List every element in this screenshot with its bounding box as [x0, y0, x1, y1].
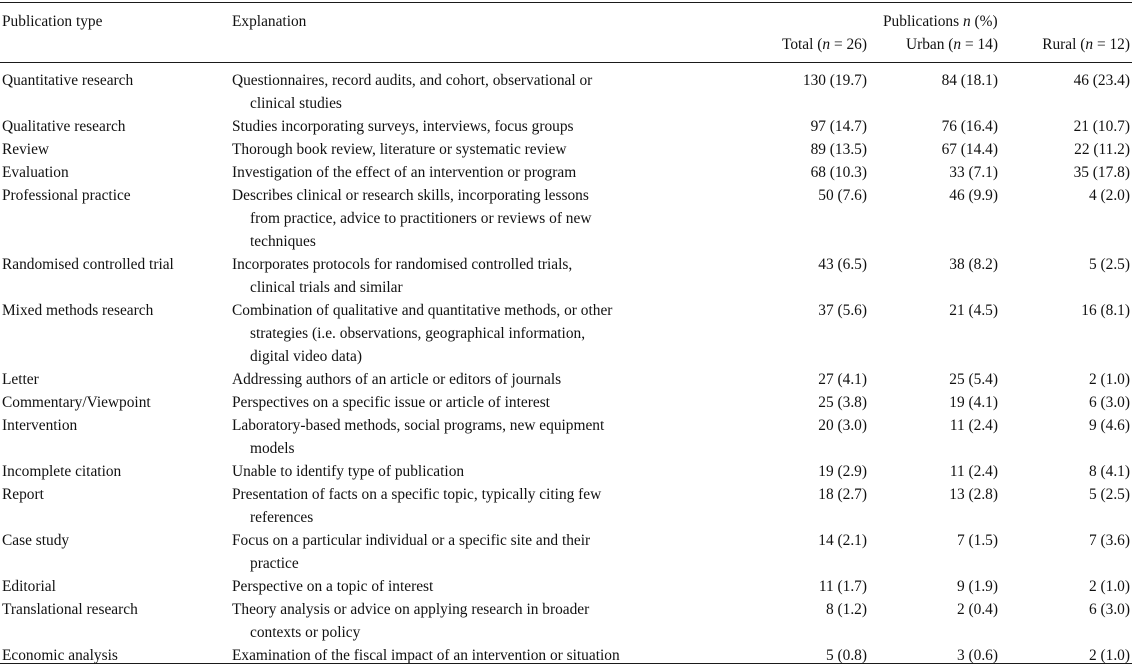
total-cell: 97 (14.7)	[810, 118, 867, 135]
explanation-line: Investigation of the effect of an intervention or program	[232, 164, 577, 181]
group-n: n	[962, 13, 971, 30]
top-rule	[0, 2, 1132, 3]
explanation-line: Presentation of facts on a specific topic, typically citing few	[232, 486, 602, 503]
publication-type-cell: Intervention	[2, 417, 78, 434]
rural-cell: 8 (4.1)	[1088, 463, 1130, 480]
rural-cell: 6 (3.0)	[1088, 601, 1130, 618]
explanation-line: techniques	[250, 233, 316, 250]
rural-label: Rural (	[1042, 36, 1086, 53]
total-cell: 18 (2.7)	[818, 486, 867, 503]
publication-type-cell: Case study	[2, 532, 70, 549]
total-cell: 11 (1.7)	[818, 578, 867, 595]
explanation-line: models	[250, 440, 295, 457]
publication-type-cell: Randomised controlled trial	[2, 256, 174, 273]
urban-n: n	[953, 36, 962, 53]
header-publication-type: Publication type	[2, 13, 103, 30]
publication-type-cell: Report	[2, 486, 44, 503]
header-total	[782, 33, 867, 56]
urban-cell: 84 (18.1)	[941, 72, 998, 89]
urban-cell: 11 (2.4)	[949, 417, 998, 434]
explanation-line: references	[250, 509, 314, 526]
publication-type-cell: Mixed methods research	[2, 302, 154, 319]
rural-cell: 5 (2.5)	[1088, 256, 1130, 273]
publication-type-cell: Translational research	[2, 601, 138, 618]
group-pct: (%)	[974, 13, 998, 30]
urban-cell: 13 (2.8)	[949, 486, 998, 503]
explanation-line: Thorough book review, literature or systematic review	[232, 141, 567, 158]
explanation-line: Questionnaires, record audits, and cohort, observational or	[232, 72, 593, 89]
total-cell: 37 (5.6)	[818, 302, 867, 319]
rural-cell: 9 (4.6)	[1088, 417, 1130, 434]
rural-cell: 6 (3.0)	[1088, 394, 1130, 411]
total-n: n	[822, 36, 831, 53]
explanation-line: Theory analysis or advice on applying research in broader	[232, 601, 590, 618]
urban-cell: 3 (0.6)	[956, 647, 998, 664]
total-cell: 8 (1.2)	[825, 601, 867, 618]
publication-type-cell: Qualitative research	[2, 118, 126, 135]
total-cell: 19 (2.9)	[818, 463, 867, 480]
urban-cell: 38 (8.2)	[949, 256, 998, 273]
urban-cell: 9 (1.9)	[956, 578, 998, 595]
explanation-line: digital video data)	[250, 348, 362, 365]
rural-cell: 46 (23.4)	[1073, 72, 1130, 89]
total-label: Total (	[782, 36, 823, 53]
total-eq: = 26)	[830, 36, 867, 53]
explanation-line: Laboratory-based methods, social programs, new equipment	[232, 417, 605, 434]
publication-type-cell: Evaluation	[2, 164, 69, 181]
rural-cell: 4 (2.0)	[1088, 187, 1130, 204]
header-publications-group	[883, 10, 998, 33]
publication-type-cell: Quantitative research	[2, 72, 134, 89]
explanation-line: Perspectives on a specific issue or article of interest	[232, 394, 550, 411]
rural-n: n	[1085, 36, 1094, 53]
urban-cell: 67 (14.4)	[941, 141, 998, 158]
publication-type-cell: Commentary/Viewpoint	[2, 394, 151, 411]
explanation-line: strategies (i.e. observations, geographical information,	[250, 325, 586, 342]
explanation-line: contexts or policy	[250, 624, 361, 641]
urban-cell: 76 (16.4)	[941, 118, 998, 135]
urban-cell: 46 (9.9)	[949, 187, 998, 204]
total-cell: 14 (2.1)	[818, 532, 867, 549]
urban-cell: 2 (0.4)	[956, 601, 998, 618]
publication-type-cell: Professional practice	[2, 187, 131, 204]
explanation-line: practice	[250, 555, 299, 572]
total-cell: 20 (3.0)	[818, 417, 867, 434]
rural-cell: 16 (8.1)	[1081, 302, 1130, 319]
rural-cell: 5 (2.5)	[1088, 486, 1130, 503]
total-cell: 5 (0.8)	[825, 647, 867, 664]
explanation-line: Focus on a particular individual or a specific site and their	[232, 532, 591, 549]
explanation-line: Perspective on a topic of interest	[232, 578, 434, 595]
urban-cell: 11 (2.4)	[949, 463, 998, 480]
total-cell: 50 (7.6)	[818, 187, 867, 204]
urban-cell: 7 (1.5)	[956, 532, 998, 549]
urban-cell: 33 (7.1)	[949, 164, 998, 181]
rural-cell: 2 (1.0)	[1088, 647, 1130, 664]
explanation-line: Describes clinical or research skills, incorporating lessons	[232, 187, 589, 204]
urban-cell: 21 (4.5)	[949, 302, 998, 319]
urban-cell: 25 (5.4)	[949, 371, 998, 388]
explanation-line: Addressing authors of an article or editors of journals	[232, 371, 562, 388]
publication-type-cell: Economic analysis	[2, 647, 118, 664]
header-rule	[0, 62, 1132, 63]
rural-cell: 7 (3.6)	[1088, 532, 1130, 549]
rural-cell: 2 (1.0)	[1088, 578, 1130, 595]
rural-cell: 35 (17.8)	[1073, 164, 1130, 181]
total-cell: 89 (13.5)	[810, 141, 867, 158]
explanation-line: Studies incorporating surveys, interviews, focus groups	[232, 118, 574, 135]
urban-label: Urban (	[905, 36, 954, 53]
rural-cell: 2 (1.0)	[1088, 371, 1130, 388]
rural-cell: 21 (10.7)	[1073, 118, 1130, 135]
publication-type-cell: Review	[2, 141, 50, 158]
publication-type-cell: Editorial	[2, 578, 56, 595]
explanation-line: Examination of the fiscal impact of an intervention or situation	[232, 647, 620, 664]
total-cell: 68 (10.3)	[810, 164, 867, 181]
header-urban	[906, 33, 998, 56]
total-cell: 27 (4.1)	[818, 371, 867, 388]
urban-eq: = 14)	[961, 36, 998, 53]
bottom-rule	[0, 663, 1132, 664]
explanation-line: Incorporates protocols for randomised controlled trials,	[232, 256, 573, 273]
urban-cell: 19 (4.1)	[949, 394, 998, 411]
explanation-line: from practice, advice to practitioners or reviews of new	[250, 210, 592, 227]
total-cell: 25 (3.8)	[818, 394, 867, 411]
publication-type-cell: Letter	[2, 371, 39, 388]
header-explanation: Explanation	[232, 13, 307, 30]
explanation-line: Unable to identify type of publication	[232, 463, 465, 480]
rural-eq: = 12)	[1093, 36, 1130, 53]
explanation-line: Combination of qualitative and quantitative methods, or other	[232, 302, 613, 319]
total-cell: 43 (6.5)	[818, 256, 867, 273]
explanation-line: clinical studies	[250, 95, 342, 112]
publication-type-cell: Incomplete citation	[2, 463, 122, 480]
total-cell: 130 (19.7)	[802, 72, 867, 89]
explanation-line: clinical trials and similar	[250, 279, 403, 296]
rural-cell: 22 (11.2)	[1074, 141, 1130, 158]
group-label: Publications	[883, 13, 960, 30]
header-rural	[1042, 33, 1130, 56]
